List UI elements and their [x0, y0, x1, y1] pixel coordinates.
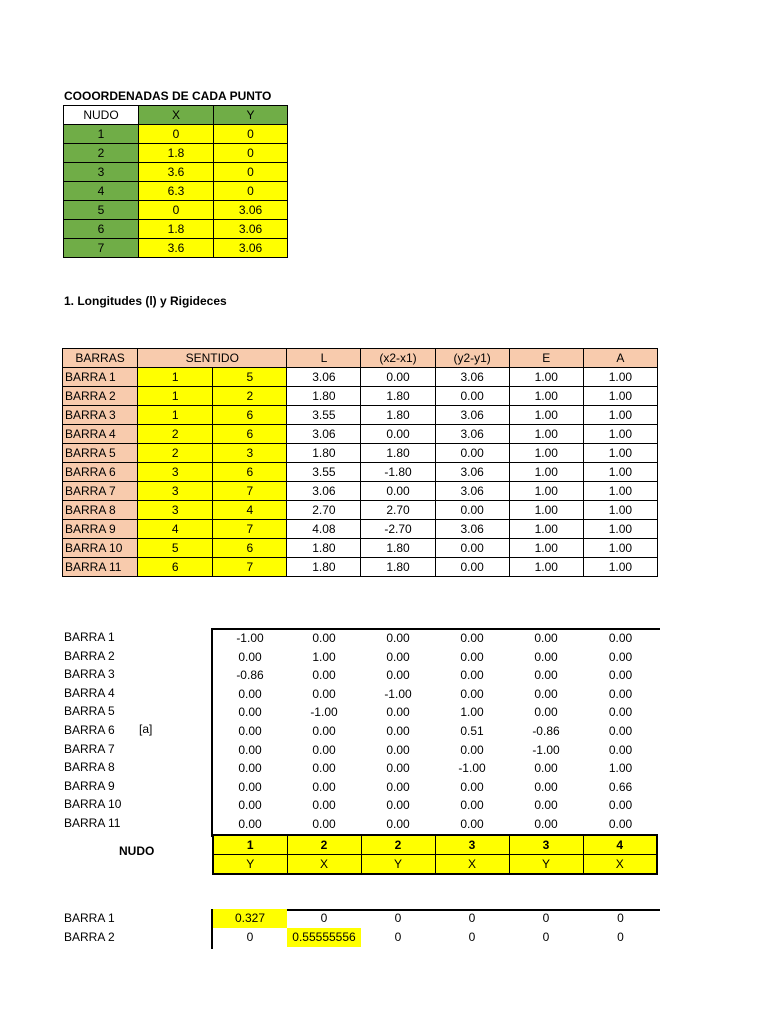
coords-cell: 3.06 [214, 201, 288, 220]
matrix-a-row [213, 666, 658, 685]
nudo-number-cell: 3 [435, 835, 509, 855]
matrix-k-row [213, 909, 658, 928]
bars-cell: 1 [138, 368, 213, 387]
matrix-a-row-label: BARRA 3 [64, 667, 115, 682]
bars-cell: 0.00 [435, 387, 509, 406]
bars-cell: 6 [138, 558, 213, 577]
nudo-number-cell: 2 [287, 835, 361, 855]
matrix-k-row [213, 928, 658, 947]
nudo-number-cell: 1 [213, 835, 287, 855]
bars-header-dx: (x2-x1) [361, 349, 435, 368]
matrix-a-cell: 1.00 [460, 705, 484, 720]
matrix-a-cell: -1.00 [236, 631, 264, 645]
coords-cell: 0 [139, 201, 214, 220]
matrix-a-row-label: BARRA 10 [64, 797, 122, 812]
bars-cell: -2.70 [361, 520, 435, 539]
matrix-a-row [213, 629, 658, 648]
bar-name-cell: BARRA 11 [63, 558, 138, 577]
matrix-a-cell: -0.86 [532, 723, 560, 738]
matrix-a-cell: 0.00 [460, 631, 484, 645]
nudo-number-cell: 3 [509, 835, 583, 855]
bars-header-l: L [287, 349, 361, 368]
nudo-dir-cell: X [435, 855, 509, 875]
bars-cell: 1.00 [509, 368, 583, 387]
bars-cell: 1.00 [509, 539, 583, 558]
coords-cell: 0 [214, 182, 288, 201]
matrix-a-cell: 0.00 [386, 705, 410, 720]
coords-cell: 4 [64, 182, 139, 201]
matrix-a-cell: 0.00 [608, 798, 633, 813]
bars-cell: 4 [138, 520, 213, 539]
bars-cell: 3.06 [287, 425, 361, 444]
nudo-dir-row [213, 855, 657, 875]
matrix-a-cell: 0.00 [238, 816, 262, 831]
matrix-a-cell: 0.00 [534, 649, 558, 664]
matrix-a-cell: 0.00 [608, 723, 633, 738]
bars-table [62, 348, 658, 577]
matrix-a-cell: 0.00 [460, 649, 484, 664]
matrix-k-cell: 0 [542, 930, 550, 944]
matrix-a-cell: 0.00 [238, 761, 262, 776]
matrix-a-cell: 0.00 [534, 816, 558, 831]
matrix-k-cell: 0.55555556 [287, 928, 361, 947]
bars-cell: 0.00 [361, 425, 435, 444]
bars-cell: 0.00 [361, 482, 435, 501]
nudo-number-cell: 2 [361, 835, 435, 855]
bars-row [63, 482, 658, 501]
matrix-a-cell: 0.00 [312, 668, 336, 683]
bars-cell: 0.00 [435, 539, 509, 558]
matrix-a-row-labels [64, 628, 121, 833]
matrix-a-cell: 0.00 [312, 761, 336, 776]
bars-cell: 3.06 [435, 520, 509, 539]
bars-cell: 1.00 [583, 501, 657, 520]
coords-cell: 3.6 [139, 239, 214, 258]
bars-header-e: E [509, 349, 583, 368]
bars-cell: 3 [138, 482, 213, 501]
coords-row [64, 220, 288, 239]
bars-cell: 1.00 [583, 387, 657, 406]
matrix-a-cell: 0.51 [460, 723, 484, 738]
matrix-k-cell: 0 [468, 911, 476, 925]
coords-cell: 1.8 [139, 220, 214, 239]
bars-cell: 6 [213, 539, 287, 558]
matrix-a-row-label: BARRA 5 [64, 704, 115, 719]
matrix-a-cell: 0.00 [608, 668, 633, 683]
matrix-a-row-label: BARRA 4 [64, 685, 115, 700]
matrix-a-label: [a] [139, 722, 153, 736]
coords-header-x: X [139, 106, 214, 125]
bar-name-cell: BARRA 1 [63, 368, 138, 387]
coords-cell: 1.8 [139, 144, 214, 163]
bars-cell: 2.70 [287, 501, 361, 520]
bars-cell: 3.06 [287, 368, 361, 387]
bars-cell: 1.80 [287, 539, 361, 558]
matrix-a-cell: 0.00 [608, 816, 633, 831]
matrix-a-cell: 0.00 [386, 723, 410, 738]
matrix-a-row [213, 685, 658, 704]
matrix-a-row-label: BARRA 11 [64, 815, 121, 830]
bars-cell: 7 [213, 482, 287, 501]
bars-cell: 1.00 [509, 444, 583, 463]
bars-cell: 1.80 [361, 558, 435, 577]
coords-cell: 7 [64, 239, 139, 258]
matrix-a-cell: 0.00 [608, 742, 633, 757]
bars-header-a: A [583, 349, 657, 368]
matrix-a-row-label: BARRA 2 [64, 648, 115, 663]
bars-cell: 3 [213, 444, 287, 463]
matrix-a-cell: -0.86 [236, 668, 264, 683]
matrix-a-row-label: BARRA 1 [64, 630, 115, 644]
matrix-a-row-label: BARRA 9 [64, 778, 115, 793]
bars-header-barras: BARRAS [63, 349, 138, 368]
coords-cell: 0 [214, 144, 288, 163]
coords-cell: 6.3 [139, 182, 214, 201]
coords-cell: 0 [214, 125, 288, 144]
matrix-k-cell: 0 [542, 911, 550, 925]
matrix-k-table [213, 909, 658, 947]
bars-cell: 1.80 [287, 387, 361, 406]
matrix-a-cell: -1.00 [310, 705, 338, 720]
matrix-a-cell: 0.00 [238, 798, 262, 813]
matrix-a-cell: -1.00 [458, 761, 486, 776]
bars-cell: 1 [138, 387, 213, 406]
matrix-a-cell: 0.00 [386, 816, 410, 831]
bars-cell: 1 [138, 406, 213, 425]
matrix-a-cell: 0.00 [238, 779, 262, 794]
coords-title: COOORDENADAS DE CADA PUNTO [64, 89, 272, 103]
coords-header-y: Y [214, 106, 288, 125]
bar-name-cell: BARRA 9 [63, 520, 138, 539]
bars-cell: 2 [213, 387, 287, 406]
bar-name-cell: BARRA 8 [63, 501, 138, 520]
bars-row [63, 558, 658, 577]
matrix-a-cell: -1.00 [384, 686, 412, 701]
bars-cell: 3.55 [287, 406, 361, 425]
matrix-a-cell: 0.00 [312, 686, 336, 701]
matrix-k-cell: 0 [617, 930, 624, 944]
matrix-a-cell: 0.00 [534, 686, 558, 701]
bars-header-dy: (y2-y1) [435, 349, 509, 368]
coords-row [64, 201, 288, 220]
matrix-a-cell: 0.00 [460, 779, 484, 794]
bars-cell: 4.08 [287, 520, 361, 539]
section1-title: 1. Longitudes (l) y Rigideces [64, 294, 227, 308]
matrix-a-cell: 1.00 [312, 649, 336, 664]
bars-cell: 2.70 [361, 501, 435, 520]
matrix-a-cell: 0.00 [608, 631, 633, 645]
matrix-a-cell: 0.00 [312, 742, 336, 757]
matrix-k-cell: 0 [468, 930, 476, 944]
bars-row [63, 501, 658, 520]
nudo-dir-cell: Y [509, 855, 583, 875]
matrix-a-cell: 0.00 [608, 686, 633, 701]
bars-cell: 1.80 [361, 387, 435, 406]
bar-name-cell: BARRA 10 [63, 539, 138, 558]
coords-row [64, 163, 288, 182]
nudo-number-row [213, 835, 657, 855]
matrix-a-cell: 0.00 [534, 705, 558, 720]
nudo-label: NUDO [119, 844, 155, 858]
bars-row [63, 425, 658, 444]
matrix-a-row [213, 703, 658, 722]
matrix-a-cell: 0.00 [386, 798, 410, 813]
bar-name-cell: BARRA 7 [63, 482, 138, 501]
matrix-a-cell: 0.00 [534, 631, 558, 645]
bars-cell: 4 [213, 501, 287, 520]
coords-row [64, 125, 288, 144]
bars-cell: 1.00 [509, 425, 583, 444]
bars-cell: 1.00 [583, 463, 657, 482]
coords-cell: 3.06 [214, 220, 288, 239]
bars-cell: 1.80 [361, 539, 435, 558]
bars-cell: 1.00 [509, 482, 583, 501]
coords-header-nudo: NUDO [64, 106, 139, 125]
bars-cell: 1.00 [509, 463, 583, 482]
bars-cell: 6 [213, 406, 287, 425]
matrix-a-cell: 0.00 [460, 668, 484, 683]
bars-cell: 3.06 [435, 406, 509, 425]
matrix-a-cell: 0.00 [238, 649, 262, 664]
matrix-a-cell: 0.00 [460, 686, 484, 701]
matrix-a-cell: 0.00 [312, 779, 336, 794]
bars-header-row [63, 349, 658, 368]
matrix-a-cell: 0.00 [608, 649, 633, 664]
bars-cell: 1.00 [583, 406, 657, 425]
matrix-a-cell: 0.00 [312, 798, 336, 813]
bars-cell: 3.06 [287, 482, 361, 501]
matrix-a-cell: 0.00 [460, 816, 484, 831]
bars-cell: 2 [138, 444, 213, 463]
bars-row [63, 406, 658, 425]
nudo-dir-cell: Y [213, 855, 287, 875]
bars-cell: 1.00 [583, 539, 657, 558]
nudo-dir-cell: X [287, 855, 361, 875]
matrix-a-cell: 0.00 [386, 761, 410, 776]
coords-table [63, 105, 288, 258]
matrix-a-cell: 0.00 [312, 723, 336, 738]
bars-cell: 7 [213, 520, 287, 539]
bars-cell: 1.00 [509, 558, 583, 577]
bars-cell: 1.00 [583, 482, 657, 501]
bars-cell: 5 [138, 539, 213, 558]
coords-cell: 3.06 [214, 239, 288, 258]
bars-cell: 3.55 [287, 463, 361, 482]
bars-cell: 1.80 [361, 406, 435, 425]
matrix-a-row [213, 722, 658, 741]
bars-row [63, 520, 658, 539]
matrix-a-row [213, 796, 658, 815]
matrix-a-cell: 0.00 [534, 798, 558, 813]
coords-cell: 1 [64, 125, 139, 144]
bars-cell: 3.06 [435, 368, 509, 387]
bars-cell: 3.06 [435, 425, 509, 444]
matrix-a-row [213, 741, 658, 760]
bars-cell: 0.00 [361, 368, 435, 387]
bars-cell: 1.00 [509, 387, 583, 406]
matrix-a-table [213, 629, 658, 834]
bar-name-cell: BARRA 4 [63, 425, 138, 444]
bar-name-cell: BARRA 3 [63, 406, 138, 425]
matrix-a-cell: 0.00 [386, 742, 410, 757]
matrix-a-cell: 0.00 [238, 742, 262, 757]
coords-cell: 2 [64, 144, 139, 163]
coords-header-row [64, 106, 288, 125]
matrix-k-cell: 0 [617, 911, 624, 925]
bars-cell: 3 [138, 463, 213, 482]
matrix-a-row [213, 759, 658, 778]
matrix-k-cell: 0 [320, 911, 328, 925]
matrix-a-row [213, 778, 658, 797]
bar-name-cell: BARRA 5 [63, 444, 138, 463]
bars-row [63, 387, 658, 406]
coords-cell: 0 [139, 125, 214, 144]
bars-cell: 1.00 [583, 368, 657, 387]
bars-cell: 1.00 [509, 501, 583, 520]
matrix-a-cell: 0.00 [238, 686, 262, 701]
matrix-a-cell: 0.00 [386, 649, 410, 664]
matrix-a-cell: 0.00 [386, 631, 410, 645]
bars-row [63, 368, 658, 387]
coords-row [64, 144, 288, 163]
matrix-k-row-labels [64, 909, 115, 947]
bars-row [63, 539, 658, 558]
matrix-a-row [213, 815, 658, 834]
matrix-k-row-label: BARRA 2 [64, 930, 115, 944]
bars-cell: 0.00 [435, 444, 509, 463]
matrix-k-cell: 0.327 [213, 909, 287, 928]
matrix-a-row [213, 648, 658, 667]
bars-cell: 5 [213, 368, 287, 387]
coords-row [64, 182, 288, 201]
matrix-a-cell: 1.00 [608, 761, 633, 776]
matrix-a-row-label: BARRA 6 [64, 722, 115, 737]
bar-name-cell: BARRA 6 [63, 463, 138, 482]
bars-cell: 1.00 [583, 520, 657, 539]
matrix-a-cell: 0.00 [238, 705, 262, 720]
matrix-a-cell: 0.00 [386, 779, 410, 794]
matrix-k-row-label: BARRA 1 [64, 911, 115, 925]
nudo-dir-cell: X [583, 855, 657, 875]
matrix-a-row-label: BARRA 7 [64, 741, 115, 756]
bars-header-sentido: SENTIDO [138, 349, 287, 368]
bars-cell: 1.80 [361, 444, 435, 463]
coords-row [64, 239, 288, 258]
bars-cell: 6 [213, 463, 287, 482]
matrix-a-cell: 0.00 [608, 705, 633, 720]
bars-cell: 0.00 [435, 501, 509, 520]
nudo-number-cell: 4 [583, 835, 657, 855]
matrix-a-cell: 0.00 [534, 761, 558, 776]
bars-cell: -1.80 [361, 463, 435, 482]
coords-cell: 3 [64, 163, 139, 182]
bars-cell: 1.00 [583, 444, 657, 463]
matrix-a-row-label: BARRA 8 [64, 760, 115, 775]
matrix-a-cell: 0.00 [238, 723, 262, 738]
nudo-table [212, 834, 658, 875]
matrix-a-cell: 0.00 [460, 742, 484, 757]
matrix-a-cell: 0.00 [534, 779, 558, 794]
coords-cell: 0 [214, 163, 288, 182]
matrix-a-cell: -1.00 [532, 742, 560, 757]
matrix-a-cell: 0.00 [312, 631, 336, 645]
bars-row [63, 463, 658, 482]
coords-cell: 5 [64, 201, 139, 220]
bars-cell: 7 [213, 558, 287, 577]
nudo-dir-cell: Y [361, 855, 435, 875]
bars-cell: 1.00 [509, 520, 583, 539]
matrix-k-cell: 0 [394, 911, 402, 925]
matrix-a-cell: 0.66 [608, 779, 633, 794]
bars-cell: 1.00 [583, 425, 657, 444]
matrix-a-cell: 0.00 [386, 668, 410, 683]
matrix-a-cell: 0.00 [460, 798, 484, 813]
bars-cell: 1.00 [509, 406, 583, 425]
bars-cell: 2 [138, 425, 213, 444]
bars-row [63, 444, 658, 463]
bars-cell: 6 [213, 425, 287, 444]
matrix-a-cell: 0.00 [534, 668, 558, 683]
bar-name-cell: BARRA 2 [63, 387, 138, 406]
bars-cell: 1.80 [287, 444, 361, 463]
bars-cell: 3.06 [435, 463, 509, 482]
bars-cell: 3.06 [435, 482, 509, 501]
bars-cell: 0.00 [435, 558, 509, 577]
coords-cell: 6 [64, 220, 139, 239]
coords-cell: 3.6 [139, 163, 214, 182]
matrix-k-cell: 0 [246, 930, 254, 944]
matrix-k-cell: 0 [394, 930, 402, 944]
matrix-a-cell: 0.00 [312, 816, 336, 831]
bars-cell: 3 [138, 501, 213, 520]
bars-cell: 1.80 [287, 558, 361, 577]
bars-cell: 1.00 [583, 558, 657, 577]
